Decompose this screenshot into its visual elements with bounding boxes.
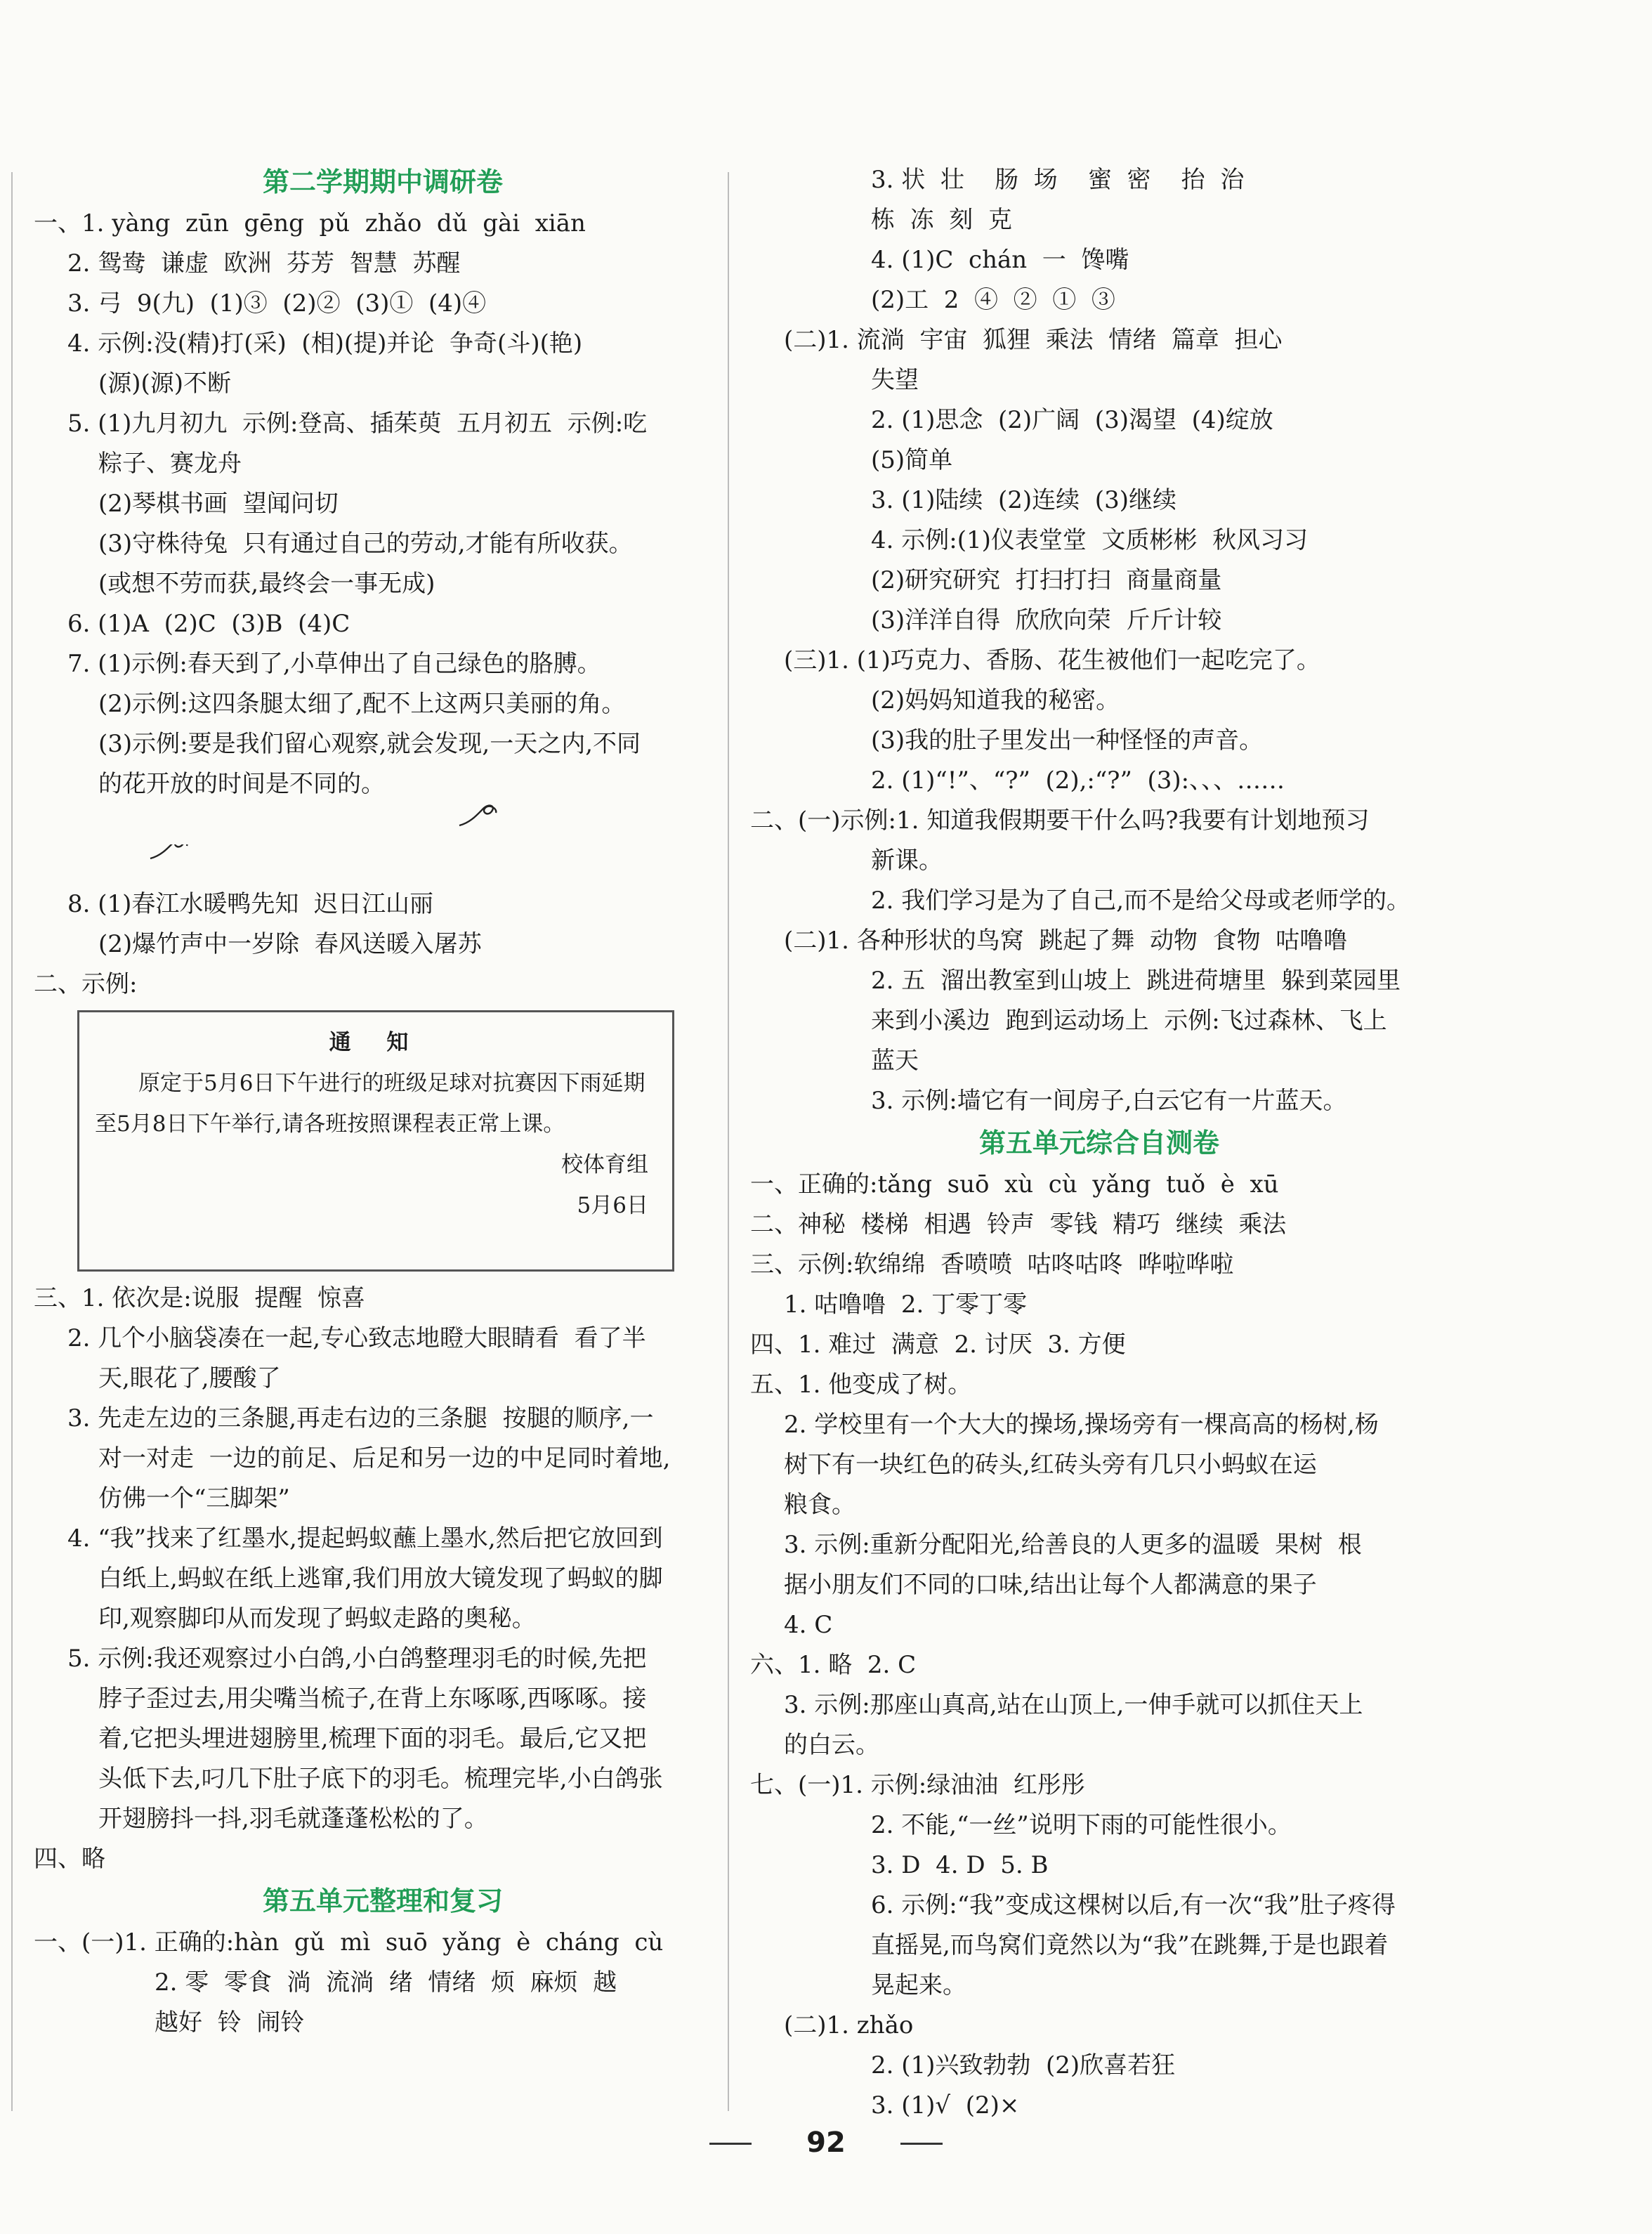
answer-line: 着,它把头埋进翅膀里,梳理下面的羽毛。最后,它又把 — [98, 1725, 647, 1753]
right-lines-b — [745, 1165, 1454, 2126]
answer-line: 2. 我们学习是为了自己,而不是给父母或老师学的。 — [871, 887, 1411, 915]
section-heading: 第五单元综合自测卷 — [978, 1128, 1219, 1158]
answer-line: 四、略 — [34, 1845, 105, 1873]
answer-line: (二)1. 各种形状的鸟窝 跳起了舞 动物 食物 咕噜噜 — [784, 927, 1348, 955]
answer-line: 越好 铃 闹铃 — [155, 2008, 305, 2037]
answer-line: 7. (1)示例:春天到了,小草伸出了自己绿色的胳膊。 — [67, 650, 601, 678]
answer-line: 晃起来。 — [871, 1971, 966, 1999]
answer-line: 4. “我”找来了红墨水,提起蚂蚁蘸上墨水,然后把它放回到 — [67, 1524, 663, 1553]
answer-line: 直摇晃,而鸟窝们竟然以为“我”在跳舞,于是也跟着 — [871, 1931, 1389, 1959]
loop-mark-icon — [457, 804, 499, 830]
answer-line: 印,观察脚印从而发现了蚂蚁走路的奥秘。 — [98, 1605, 536, 1633]
answer-line: 2. 学校里有一个大大的操场,操场旁有一棵高高的杨树,杨 — [784, 1411, 1379, 1439]
answer-line: 栋 冻 刻 克 — [871, 206, 1012, 234]
answer-line: 4. C — [784, 1611, 833, 1639]
answer-line: (或想不劳而获,最终会一事无成) — [98, 570, 435, 598]
answer-line: 2. 鸳鸯 谦虚 欧洲 芬芳 智慧 苏醒 — [67, 249, 461, 277]
answer-line: 七、(一)1. 示例:绿油油 红彤彤 — [750, 1771, 1085, 1799]
answer-line: (二)1. zhǎo — [784, 2011, 914, 2039]
answer-line: 仿佛一个“三脚架” — [98, 1484, 290, 1513]
answer-line: 五、1. 他变成了树。 — [750, 1371, 972, 1399]
answer-line: 白纸上,蚂蚁在纸上逃窜,我们用放大镜发现了蚂蚁的脚 — [98, 1565, 663, 1593]
answer-line: (二)1. 流淌 宇宙 狐狸 乘法 情绪 篇章 担心 — [784, 326, 1283, 354]
answer-line: 2. (1)兴致勃勃 (2)欣喜若狂 — [871, 2051, 1176, 2079]
answer-line: 粽子、赛龙舟 — [98, 450, 242, 478]
answer-line: 的花开放的时间是不同的。 — [98, 770, 385, 798]
answer-line: 对一对走 一边的前足、后足和另一边的中足同时着地, — [98, 1444, 671, 1472]
answer-line: 六、1. 略 2. C — [750, 1651, 917, 1679]
answer-line: 粮食。 — [784, 1491, 855, 1519]
right-column — [745, 160, 1454, 2126]
answer-line: (2)示例:这四条腿太细了,配不上这两只美丽的角。 — [98, 690, 626, 718]
answer-line: 来到小溪边 跑到运动场上 示例:飞过森林、飞上 — [871, 1007, 1387, 1035]
answer-line: (3)我的肚子里发出一种怪怪的声音。 — [871, 726, 1264, 755]
answer-line: (2)琴棋书画 望闻问切 — [98, 490, 339, 518]
answer-line: 二、(一)示例:1. 知道我假期要干什么吗?我要有计划地预习 — [750, 806, 1370, 835]
notice-title: 通 知 — [329, 1030, 423, 1055]
answer-line: 三、示例:软绵绵 香喷喷 咕咚咕咚 哗啦哗啦 — [750, 1250, 1234, 1279]
answer-line: 二、神秘 楼梯 相遇 铃声 零钱 精巧 继续 乘法 — [750, 1210, 1287, 1239]
answer-line: 一、1. yàng zūn gēng pǔ zhǎo dǔ gài xiān — [34, 209, 586, 237]
answer-line: 一、(一)1. 正确的:hàn gǔ mì suō yǎng è cháng cù — [34, 1928, 664, 1957]
answer-line: 2. (1)思念 (2)广阔 (3)渴望 (4)绽放 — [871, 406, 1273, 434]
answer-line: (源)(源)不断 — [98, 370, 232, 398]
answer-line: (三)1. (1)巧克力、香肠、花生被他们一起吃完了。 — [784, 646, 1320, 674]
answer-line: 5. (1)九月初九 示例:登高、插茱萸 五月初五 示例:吃 — [67, 410, 648, 438]
answer-line: 头低下去,叼几下肚子底下的羽毛。梳理完毕,小白鸽张 — [98, 1765, 663, 1793]
left-column — [28, 160, 738, 2043]
answer-line: (2)爆竹声中一岁除 春风送暖入屠苏 — [98, 930, 482, 958]
left-lines-b — [28, 884, 738, 1005]
answer-line: 4. 示例:没(精)打(采) (相)(提)并论 争奇(斗)(艳) — [67, 329, 583, 358]
answer-line: 3. 先走左边的三条腿,再走右边的三条腿 按腿的顺序,一 — [67, 1404, 654, 1432]
answer-line: 树下有一块红色的砖头,红砖头旁有几只小蚂蚁在运 — [784, 1451, 1317, 1479]
answer-line: (2)工 2 ④ ② ① ③ — [871, 286, 1115, 314]
answer-line: 2. 几个小脑袋凑在一起,专心致志地瞪大眼睛看 看了半 — [67, 1324, 646, 1352]
answer-line: 6. 示例:“我”变成这棵树以后,有一次“我”肚子疼得 — [871, 1891, 1396, 1919]
answer-line: 蓝天 — [871, 1047, 919, 1075]
answer-line: 3. (1)陆续 (2)连续 (3)继续 — [871, 486, 1176, 514]
answer-line: 3. 状 壮 肠 场 蜜 密 抬 治 — [871, 166, 1245, 194]
answer-line: 脖子歪过去,用尖嘴当梳子,在背上东啄啄,西啄啄。接 — [98, 1685, 647, 1713]
answer-line: (5)简单 — [871, 446, 953, 474]
answer-line: 三、1. 依次是:说服 提醒 惊喜 — [34, 1284, 365, 1312]
answer-line: 6. (1)A (2)C (3)B (4)C — [67, 610, 350, 638]
answer-line: 2. 零 零食 淌 流淌 绪 情绪 烦 麻烦 越 — [155, 1968, 617, 1997]
answer-line: 四、1. 难过 满意 2. 讨厌 3. 方便 — [750, 1331, 1126, 1359]
left-lines-d — [28, 1923, 738, 2043]
notice-box — [77, 1010, 674, 1272]
answer-line: 3. 弓 9(九) (1)③ (2)② (3)① (4)④ — [67, 289, 487, 318]
notice-body: 原定于5月6日下午进行的班级足球对抗赛因下雨延期至5月8日下午举行,请各班按照课程表正常上课。 — [95, 1071, 645, 1137]
notice-date: 5月6日 — [577, 1193, 648, 1218]
answer-line: (2)妈妈知道我的秘密。 — [871, 686, 1120, 714]
answer-line: 3. 示例:墙它有一间房子,白云它有一片蓝天。 — [871, 1087, 1347, 1115]
notice-signer: 校体育组 — [561, 1152, 648, 1177]
answer-line: 4. 示例:(1)仪表堂堂 文质彬彬 秋风习习 — [871, 526, 1309, 554]
section-heading: 第五单元整理和复习 — [262, 1886, 503, 1916]
right-lines-a — [745, 160, 1454, 1121]
answer-line: 的白云。 — [784, 1731, 879, 1759]
answer-line: (3)洋洋自得 欣欣向荣 斤斤计较 — [871, 606, 1222, 634]
answer-line: 2. 五 溜出教室到山坡上 跳进荷塘里 躲到菜园里 — [871, 967, 1401, 995]
answer-line-marked — [28, 844, 738, 884]
answer-line: 一、正确的:tǎng suō xù cù yǎng tuǒ è xū — [750, 1170, 1279, 1198]
page-number: 92 — [806, 2127, 846, 2159]
page-number-dash — [900, 2143, 943, 2145]
answer-line: 2. 不能,“一丝”说明下雨的可能性很小。 — [871, 1811, 1292, 1839]
answer-line: 2. (1)“!”、“?” (2),:“?” (3):、、、…… — [871, 766, 1285, 795]
answer-line: 5. 示例:我还观察过小白鸽,小白鸽整理羽毛的时候,先把 — [67, 1645, 647, 1673]
section-heading: 第二学期期中调研卷 — [262, 166, 503, 197]
answer-line: 开翅膀抖一抖,羽毛就蓬蓬松松的了。 — [98, 1805, 488, 1833]
answer-line: 8. (1)春江水暖鸭先知 迟日江山丽 — [67, 890, 434, 918]
answer-line: 1. 咕噜噜 2. 丁零丁零 — [784, 1291, 1028, 1319]
answer-line: (2)研究研究 打扫打扫 商量商量 — [871, 566, 1222, 594]
answer-line-marked — [28, 804, 738, 844]
answer-line: 失望 — [871, 366, 919, 394]
answer-line: 新课。 — [871, 847, 943, 875]
left-lines-c — [28, 1279, 738, 1879]
left-lines-a — [28, 204, 738, 804]
loop-mark-icon — [148, 844, 190, 863]
answer-line: 二、示例: — [34, 970, 138, 998]
answer-line: (3)守株待兔 只有通过自己的劳动,才能有所收获。 — [98, 530, 633, 558]
answer-line: (3)示例:要是我们留心观察,就会发现,一天之内,不同 — [98, 730, 641, 758]
answer-line: 天,眼花了,腰酸了 — [98, 1364, 281, 1392]
answer-line: 4. (1)C chán 一 馋嘴 — [871, 246, 1129, 274]
left-margin-line — [11, 172, 13, 2111]
answer-line: 3. D 4. D 5. B — [871, 1851, 1049, 1879]
answer-line: 3. 示例:重新分配阳光,给善良的人更多的温暖 果树 根 — [784, 1531, 1362, 1559]
answer-line: 据小朋友们不同的口味,结出让每个人都满意的果子 — [784, 1571, 1317, 1599]
answer-line: 3. (1)√ (2)× — [871, 2091, 1020, 2119]
answer-line: 3. 示例:那座山真高,站在山顶上,一伸手就可以抓住天上 — [784, 1691, 1363, 1719]
